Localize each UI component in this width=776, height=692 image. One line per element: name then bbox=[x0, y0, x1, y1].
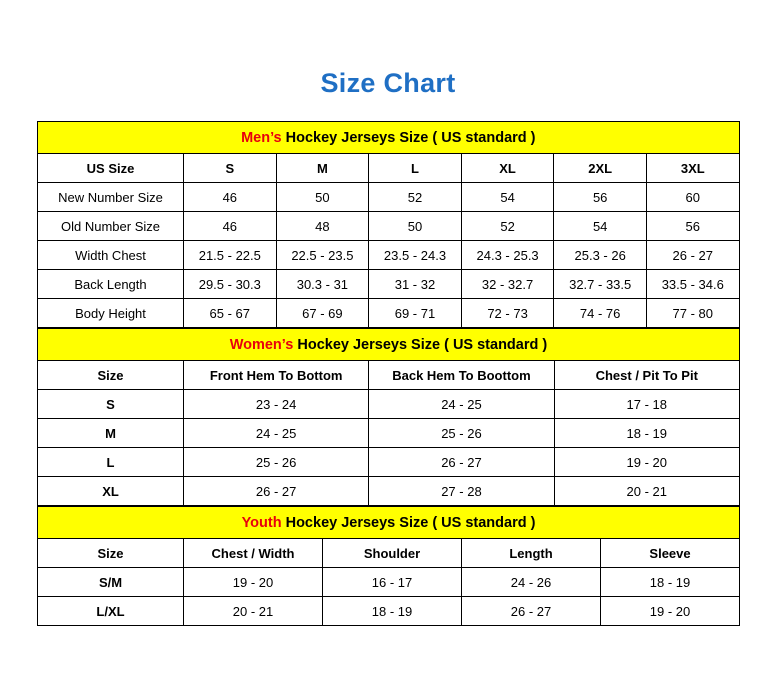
table-cell: 25 - 26 bbox=[184, 448, 369, 477]
table-cell: 24 - 26 bbox=[462, 568, 601, 597]
youth-banner-accent: Youth bbox=[241, 514, 282, 531]
row-label: L bbox=[38, 448, 184, 477]
table-cell: 18 - 19 bbox=[323, 597, 462, 626]
table-cell: 33.5 - 34.6 bbox=[646, 270, 739, 299]
table-cell: 46 bbox=[184, 183, 277, 212]
youth-banner-rest: Hockey Jerseys Size ( US standard ) bbox=[281, 514, 536, 531]
row-label: Body Height bbox=[38, 299, 184, 328]
mens-header-cell: XL bbox=[461, 154, 554, 183]
youth-header-cell: Length bbox=[462, 539, 601, 568]
mens-banner-row bbox=[38, 122, 740, 154]
womens-header-row bbox=[38, 361, 740, 390]
table-cell: 52 bbox=[461, 212, 554, 241]
table-row bbox=[38, 241, 740, 270]
table-cell: 19 - 20 bbox=[601, 597, 740, 626]
table-cell: 30.3 - 31 bbox=[276, 270, 369, 299]
womens-banner-accent: Women’s bbox=[229, 336, 294, 353]
table-cell: 20 - 21 bbox=[554, 477, 739, 506]
table-row bbox=[38, 477, 740, 506]
table-cell: 23 - 24 bbox=[184, 390, 369, 419]
youth-header-cell: Sleeve bbox=[601, 539, 740, 568]
mens-header-cell: 2XL bbox=[554, 154, 647, 183]
womens-banner-row bbox=[38, 329, 740, 361]
mens-banner bbox=[38, 122, 740, 154]
table-cell: 50 bbox=[369, 212, 462, 241]
table-cell: 26 - 27 bbox=[646, 241, 739, 270]
table-row bbox=[38, 183, 740, 212]
table-cell: 67 - 69 bbox=[276, 299, 369, 328]
row-label: Old Number Size bbox=[38, 212, 184, 241]
mens-header-row bbox=[38, 154, 740, 183]
table-cell: 52 bbox=[369, 183, 462, 212]
table-cell: 29.5 - 30.3 bbox=[184, 270, 277, 299]
youth-banner bbox=[38, 507, 740, 539]
row-label: Width Chest bbox=[38, 241, 184, 270]
womens-header-cell: Front Hem To Bottom bbox=[184, 361, 369, 390]
table-cell: 32 - 32.7 bbox=[461, 270, 554, 299]
table-row bbox=[38, 448, 740, 477]
mens-header-cell: L bbox=[369, 154, 462, 183]
table-cell: 18 - 19 bbox=[601, 568, 740, 597]
youth-banner-row bbox=[38, 507, 740, 539]
table-row bbox=[38, 568, 740, 597]
womens-header-cell: Chest / Pit To Pit bbox=[554, 361, 739, 390]
womens-banner bbox=[38, 329, 740, 361]
table-cell: 26 - 27 bbox=[184, 477, 369, 506]
table-cell: 26 - 27 bbox=[462, 597, 601, 626]
table-cell: 24 - 25 bbox=[369, 390, 554, 419]
table-row bbox=[38, 212, 740, 241]
row-label: S/M bbox=[38, 568, 184, 597]
table-cell: 56 bbox=[646, 212, 739, 241]
mens-header-cell: S bbox=[184, 154, 277, 183]
table-row bbox=[38, 419, 740, 448]
table-cell: 72 - 73 bbox=[461, 299, 554, 328]
youth-header-row bbox=[38, 539, 740, 568]
table-cell: 77 - 80 bbox=[646, 299, 739, 328]
table-cell: 17 - 18 bbox=[554, 390, 739, 419]
womens-header-cell: Back Hem To Boottom bbox=[369, 361, 554, 390]
youth-header-cell: Shoulder bbox=[323, 539, 462, 568]
table-row bbox=[38, 597, 740, 626]
table-row bbox=[38, 390, 740, 419]
table-cell: 25.3 - 26 bbox=[554, 241, 647, 270]
row-label: Back Length bbox=[38, 270, 184, 299]
page-title: Size Chart bbox=[320, 68, 456, 98]
row-label: L/XL bbox=[38, 597, 184, 626]
table-cell: 24.3 - 25.3 bbox=[461, 241, 554, 270]
table-cell: 60 bbox=[646, 183, 739, 212]
table-cell: 46 bbox=[184, 212, 277, 241]
womens-header-cell: Size bbox=[38, 361, 184, 390]
table-row bbox=[38, 270, 740, 299]
youth-header-cell: Size bbox=[38, 539, 184, 568]
row-label: New Number Size bbox=[38, 183, 184, 212]
table-cell: 19 - 20 bbox=[554, 448, 739, 477]
womens-size-table bbox=[37, 328, 740, 506]
table-cell: 32.7 - 33.5 bbox=[554, 270, 647, 299]
table-cell: 69 - 71 bbox=[369, 299, 462, 328]
youth-size-table bbox=[37, 506, 740, 626]
mens-header-cell: US Size bbox=[38, 154, 184, 183]
table-cell: 54 bbox=[554, 212, 647, 241]
table-cell: 22.5 - 23.5 bbox=[276, 241, 369, 270]
table-cell: 16 - 17 bbox=[323, 568, 462, 597]
table-cell: 54 bbox=[461, 183, 554, 212]
womens-banner-rest: Hockey Jerseys Size ( US standard ) bbox=[293, 336, 548, 353]
size-tables bbox=[37, 121, 739, 626]
table-cell: 19 - 20 bbox=[184, 568, 323, 597]
table-cell: 48 bbox=[276, 212, 369, 241]
mens-header-cell: M bbox=[276, 154, 369, 183]
youth-header-cell: Chest / Width bbox=[184, 539, 323, 568]
mens-header-cell: 3XL bbox=[646, 154, 739, 183]
table-row bbox=[38, 299, 740, 328]
table-cell: 27 - 28 bbox=[369, 477, 554, 506]
table-cell: 24 - 25 bbox=[184, 419, 369, 448]
table-cell: 74 - 76 bbox=[554, 299, 647, 328]
row-label: S bbox=[38, 390, 184, 419]
table-cell: 20 - 21 bbox=[184, 597, 323, 626]
table-cell: 31 - 32 bbox=[369, 270, 462, 299]
mens-banner-accent: Men’s bbox=[241, 129, 282, 146]
table-cell: 25 - 26 bbox=[369, 419, 554, 448]
table-cell: 50 bbox=[276, 183, 369, 212]
table-cell: 65 - 67 bbox=[184, 299, 277, 328]
table-cell: 23.5 - 24.3 bbox=[369, 241, 462, 270]
table-cell: 56 bbox=[554, 183, 647, 212]
row-label: XL bbox=[38, 477, 184, 506]
table-cell: 21.5 - 22.5 bbox=[184, 241, 277, 270]
mens-banner-rest: Hockey Jerseys Size ( US standard ) bbox=[281, 129, 536, 146]
table-cell: 18 - 19 bbox=[554, 419, 739, 448]
mens-size-table bbox=[37, 121, 740, 328]
row-label: M bbox=[38, 419, 184, 448]
table-cell: 26 - 27 bbox=[369, 448, 554, 477]
